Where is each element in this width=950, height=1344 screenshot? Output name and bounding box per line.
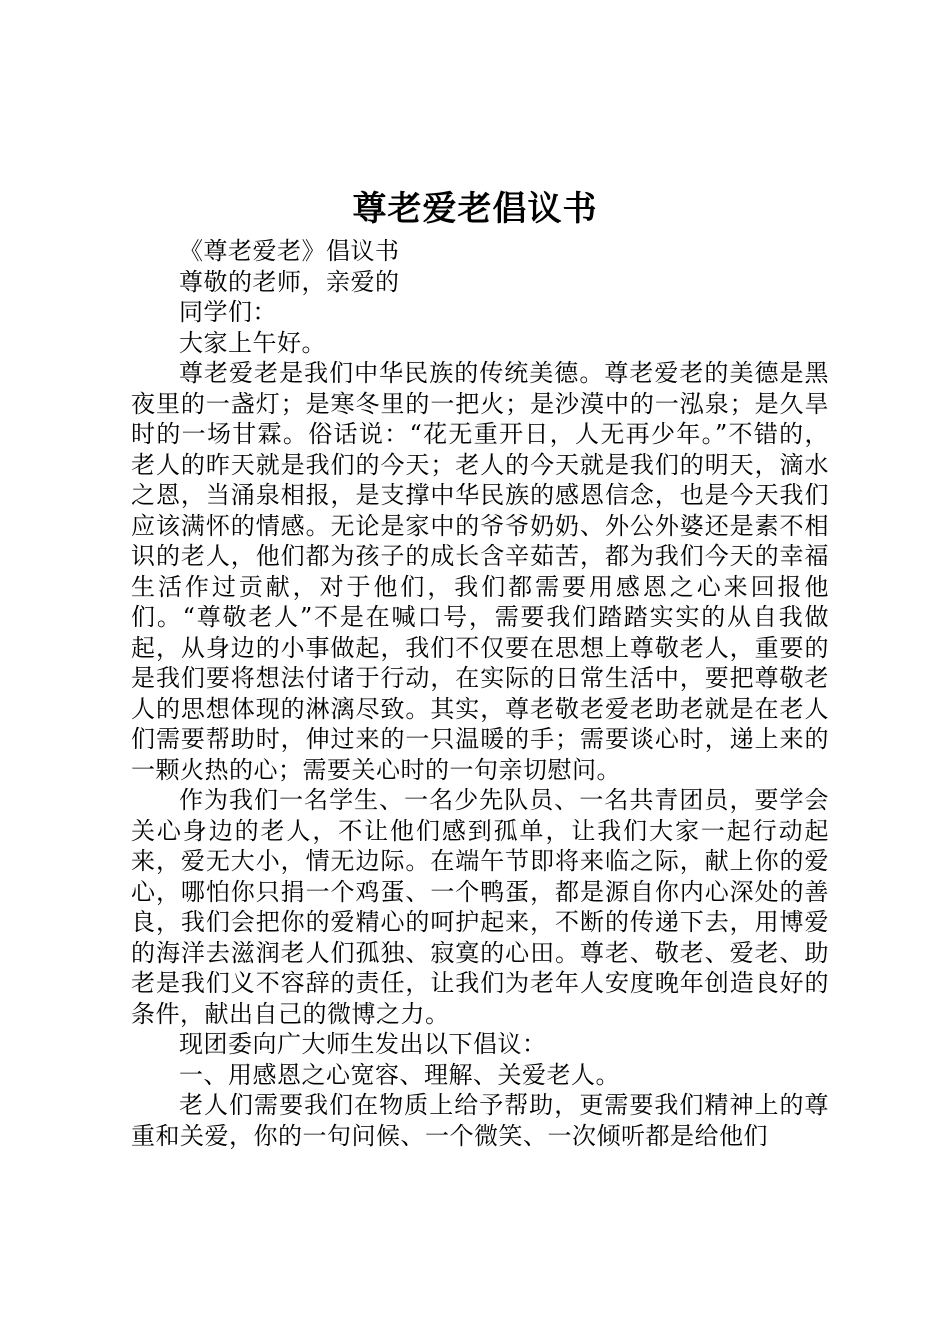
- paragraph: 现团委向广大师生发出以下倡议：: [179, 1030, 547, 1058]
- paragraph: 尊老爱老是我们中华民族的传统美德。尊老爱老的美德是黑夜里的一盏灯；是寒冬里的一把火；是沙漠中的一泓泉；是久旱时的一场甘霖。俗话说：“花无重开日，人无再少年。”不错的，老人的昨天就是我们的今天；老人的今天就是我们的明天，滴水之恩，当涌泉相报，是支撑中华民族的感恩信念，也是今天我们应该满怀的情感。无论是家中的爷爷奶奶、外公外婆还是素不相识的老人，他们都为孩子的成长含辛茹苦，都为我们今天的幸福生活作过贡献，对于他们，我们都需要用感恩之心来回报他们。“尊敬老人”不是在喊口号，需要我们踏踏实实的从自我做起，从身边的小事做起，我们不仅要在思想上尊敬老人，重要的是我们要将想法付诸于行动，在实际的日常生活中，要把尊敬老人的思想体现的淋漓尽致。其实，尊老敬老爱老助老就是在老人们需要帮助时，伸过来的一只温暖的手；需要谈心时，递上来的一颗火热的心；需要关心时的一句亲切慰问。: [131, 359, 829, 784]
- paragraph: 大家上午好。: [179, 328, 326, 357]
- paragraph: 《尊老爱老》倡议书: [179, 237, 400, 265]
- paragraph: 作为我们一名学生、一名少先队员、一名共青团员，要学会关心身边的老人，不让他们感到孤单，让我们大家一起行动起来，爱无大小，情无边际。在端午节即将来临之际，献上你的爱心，哪怕你只捐一个鸡蛋、一个鸭蛋，都是源自你内心深处的善良，我们会把你的爱精心的呵护起来，不断的传递下去，用博爱的海洋去滋润老人们孤独、寂寞的心田。尊老、敬老、爱老、助老是我们义不容辞的责任，让我们为老年人安度晚年创造良好的条件，献出自己的微博之力。: [131, 786, 829, 1028]
- paragraph: 同学们：: [179, 298, 277, 326]
- paragraph: 尊敬的老师，亲爱的: [179, 267, 400, 296]
- document-title: 尊老爱老倡议书: [352, 189, 598, 229]
- paragraph: 一、用感恩之心宽容、理解、关爱老人。: [179, 1060, 620, 1089]
- paragraph: 老人们需要我们在物质上给予帮助，更需要我们精神上的尊重和关爱，你的一句问候、一个微笑、一次倾听都是给他们: [131, 1091, 829, 1150]
- document-body: [131, 236, 829, 1151]
